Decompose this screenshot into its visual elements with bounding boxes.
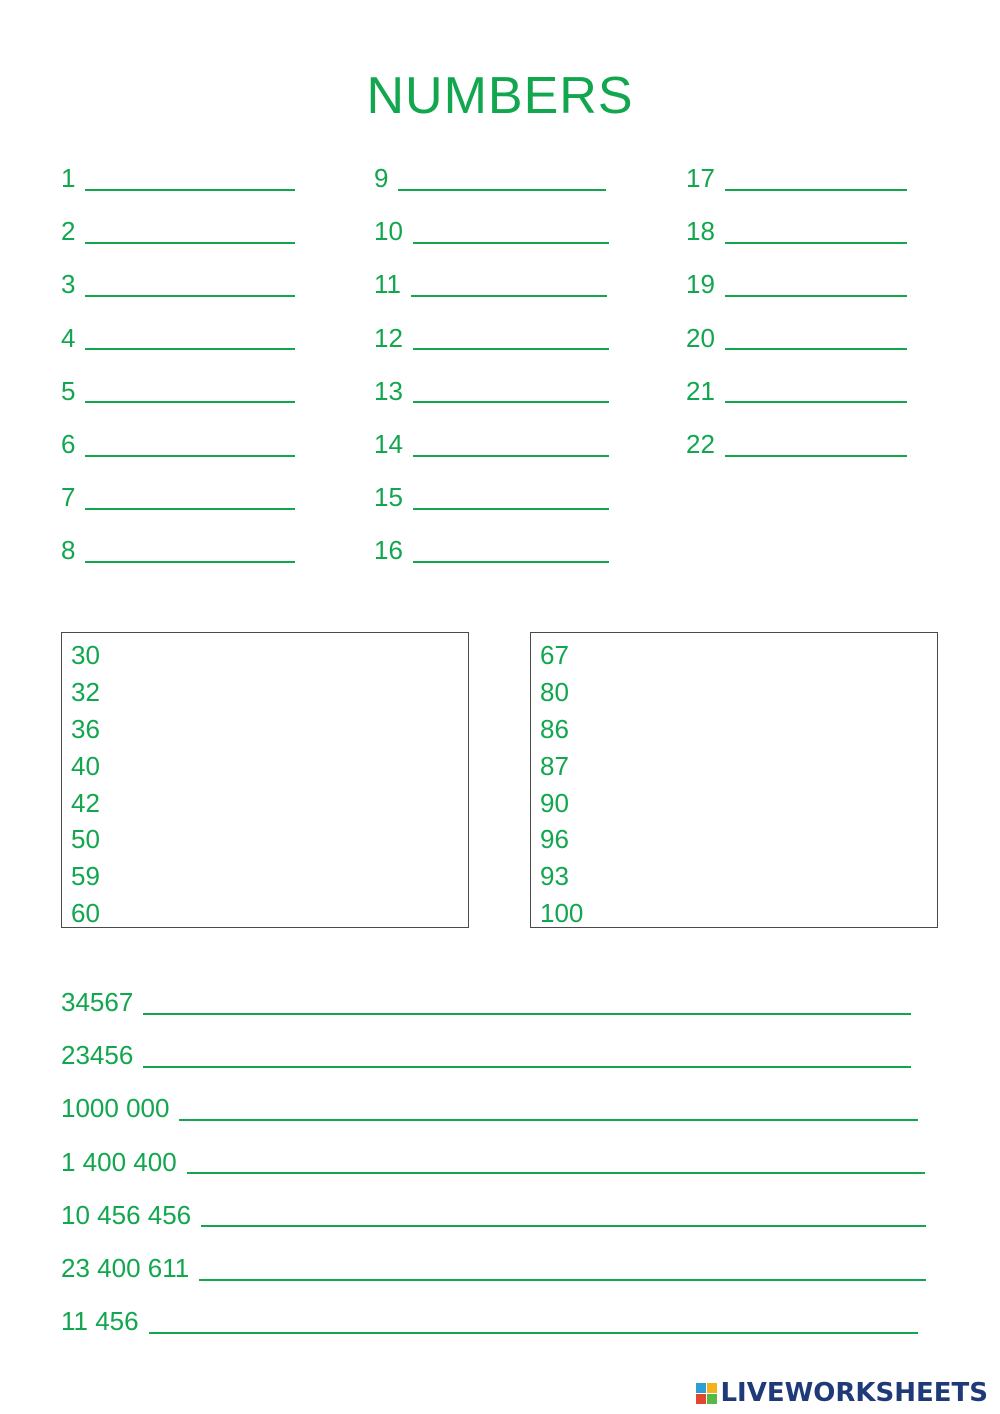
number-label: 1 bbox=[61, 163, 76, 194]
number-item bbox=[61, 418, 295, 471]
number-label: 22 bbox=[686, 429, 715, 460]
number-item bbox=[61, 471, 295, 524]
number-item bbox=[686, 258, 907, 311]
long-number-item bbox=[61, 1189, 926, 1242]
number-label: 12 bbox=[374, 322, 403, 353]
answer-blank-line[interactable] bbox=[725, 220, 907, 244]
number-item bbox=[686, 312, 907, 365]
numbers-column-3 bbox=[686, 152, 907, 471]
answer-blank-line[interactable] bbox=[725, 433, 907, 457]
answer-blank-line[interactable] bbox=[413, 433, 609, 457]
box-number: 96 bbox=[540, 824, 569, 855]
number-item bbox=[374, 312, 609, 365]
number-label: 1000 000 bbox=[61, 1093, 170, 1124]
answer-blank-line[interactable] bbox=[149, 1310, 918, 1334]
number-item bbox=[686, 365, 907, 418]
number-label: 15 bbox=[374, 482, 403, 513]
number-label: 18 bbox=[686, 216, 715, 247]
number-label: 19 bbox=[686, 269, 715, 300]
liveworksheets-logo bbox=[696, 1378, 988, 1408]
box-number: 67 bbox=[540, 640, 569, 670]
number-label: 11 bbox=[374, 269, 401, 300]
long-number-item bbox=[61, 976, 926, 1029]
number-label: 34567 bbox=[61, 987, 134, 1018]
box-number: 86 bbox=[540, 713, 569, 744]
page-title: NUMBERS bbox=[366, 67, 634, 125]
number-item bbox=[61, 365, 295, 418]
number-item bbox=[374, 205, 609, 258]
box-number: 42 bbox=[71, 787, 100, 818]
numbers-column-2 bbox=[374, 152, 609, 578]
answer-blank-line[interactable] bbox=[85, 326, 295, 350]
number-item bbox=[686, 205, 907, 258]
answer-blank-line[interactable] bbox=[85, 433, 295, 457]
number-label: 5 bbox=[61, 375, 76, 406]
number-label: 20 bbox=[686, 322, 715, 353]
number-item bbox=[61, 524, 295, 577]
number-label: 17 bbox=[686, 163, 715, 194]
number-item bbox=[686, 152, 907, 205]
number-item bbox=[61, 152, 295, 205]
number-label: 23 400 611 bbox=[61, 1253, 190, 1284]
number-item bbox=[374, 418, 609, 471]
answer-blank-line[interactable] bbox=[85, 486, 295, 510]
box-number: 40 bbox=[71, 750, 100, 781]
number-label: 6 bbox=[61, 429, 76, 460]
answer-blank-line[interactable] bbox=[143, 991, 911, 1015]
liveworksheets-logo-icon bbox=[696, 1383, 717, 1404]
box-number: 93 bbox=[540, 861, 569, 892]
number-label: 21 bbox=[686, 375, 715, 406]
answer-blank-line[interactable] bbox=[725, 379, 907, 403]
answer-blank-line[interactable] bbox=[85, 273, 295, 297]
number-label: 2 bbox=[61, 216, 76, 247]
box-number: 59 bbox=[71, 861, 100, 892]
number-label: 10 456 456 bbox=[61, 1199, 192, 1230]
long-number-item bbox=[61, 1295, 926, 1348]
number-label: 8 bbox=[61, 535, 76, 566]
number-item bbox=[61, 312, 295, 365]
answer-blank-line[interactable] bbox=[199, 1257, 926, 1281]
long-number-item bbox=[61, 1082, 926, 1135]
answer-blank-line[interactable] bbox=[413, 379, 609, 403]
answer-blank-line[interactable] bbox=[725, 167, 907, 191]
answer-blank-line[interactable] bbox=[201, 1203, 926, 1227]
number-item bbox=[374, 524, 609, 577]
number-label: 11 456 bbox=[61, 1306, 139, 1337]
box-number: 50 bbox=[71, 824, 100, 855]
number-box-right bbox=[530, 632, 938, 928]
number-label: 3 bbox=[61, 269, 76, 300]
answer-blank-line[interactable] bbox=[725, 326, 907, 350]
number-label: 14 bbox=[374, 429, 403, 460]
answer-blank-line[interactable] bbox=[85, 379, 295, 403]
number-label: 23456 bbox=[61, 1040, 134, 1071]
box-number: 80 bbox=[540, 676, 569, 707]
answer-blank-line[interactable] bbox=[413, 486, 609, 510]
number-label: 7 bbox=[61, 482, 76, 513]
answer-blank-line[interactable] bbox=[179, 1097, 918, 1121]
answer-blank-line[interactable] bbox=[143, 1044, 911, 1068]
number-item bbox=[374, 258, 609, 311]
number-label: 10 bbox=[374, 216, 403, 247]
number-item bbox=[374, 152, 609, 205]
long-numbers-list bbox=[61, 976, 926, 1348]
box-number: 87 bbox=[540, 750, 569, 781]
number-label: 1 400 400 bbox=[61, 1146, 177, 1177]
answer-blank-line[interactable] bbox=[411, 273, 607, 297]
box-number: 60 bbox=[71, 898, 100, 929]
long-number-item bbox=[61, 1029, 926, 1082]
numbers-column-1 bbox=[61, 152, 295, 578]
answer-blank-line[interactable] bbox=[725, 273, 907, 297]
long-number-item bbox=[61, 1136, 926, 1189]
number-item bbox=[374, 365, 609, 418]
number-item bbox=[686, 418, 907, 471]
box-number: 100 bbox=[540, 898, 584, 929]
box-number: 32 bbox=[71, 676, 100, 707]
number-box-left bbox=[61, 632, 469, 928]
number-label: 16 bbox=[374, 535, 403, 566]
number-item bbox=[374, 471, 609, 524]
answer-blank-line[interactable] bbox=[398, 167, 606, 191]
answer-blank-line[interactable] bbox=[187, 1150, 925, 1174]
answer-blank-line[interactable] bbox=[413, 220, 609, 244]
answer-blank-line[interactable] bbox=[85, 220, 295, 244]
long-number-item bbox=[61, 1242, 926, 1295]
answer-blank-line[interactable] bbox=[413, 539, 609, 563]
number-label: 9 bbox=[374, 163, 389, 194]
logo-text: LIVEWORKSHEETS bbox=[720, 1378, 988, 1408]
number-label: 13 bbox=[374, 375, 403, 406]
answer-blank-line[interactable] bbox=[85, 167, 295, 191]
answer-blank-line[interactable] bbox=[85, 539, 295, 563]
box-number: 36 bbox=[71, 713, 100, 744]
number-item bbox=[61, 258, 295, 311]
number-item bbox=[61, 205, 295, 258]
box-number: 90 bbox=[540, 787, 569, 818]
box-number: 30 bbox=[71, 640, 100, 670]
answer-blank-line[interactable] bbox=[413, 326, 609, 350]
number-label: 4 bbox=[61, 322, 76, 353]
